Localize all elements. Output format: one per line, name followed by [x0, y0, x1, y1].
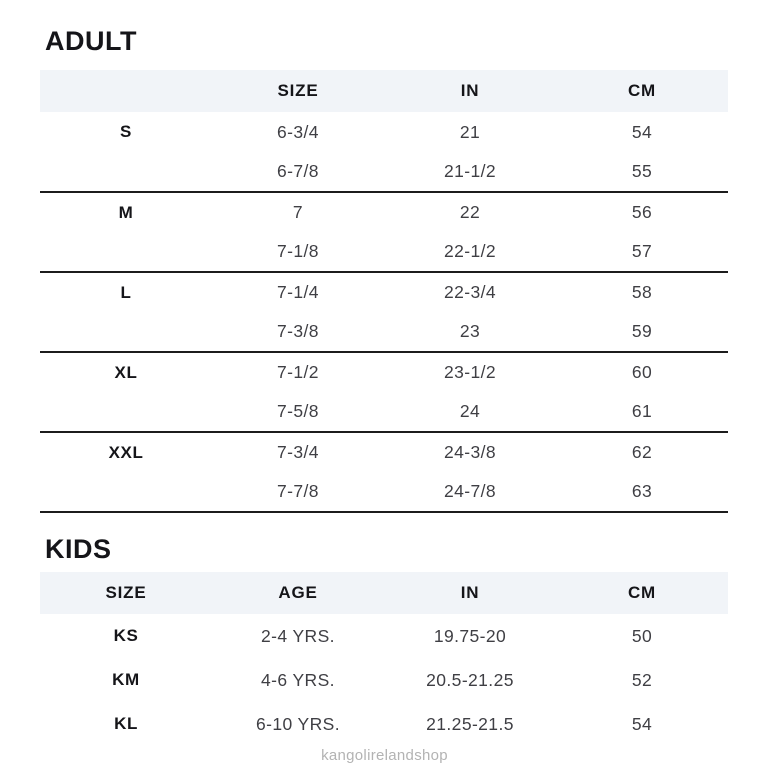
hat-size-cell: 6-7/8: [212, 152, 384, 192]
size-label-cell: [40, 392, 212, 432]
cm-cell: 56: [631, 202, 653, 222]
table-row: [40, 152, 728, 192]
hat-size-cell: 7-7/8: [212, 472, 384, 512]
site-watermark: kangolirelandshop: [321, 747, 448, 764]
kids-header-row: [40, 572, 728, 614]
inches-cell: 23: [384, 312, 556, 352]
column-header-size: SIZE: [105, 583, 147, 602]
column-header-cm: CM: [627, 81, 657, 100]
hat-size-cell: 7-3/8: [212, 312, 384, 352]
cm-cell: 50: [631, 625, 653, 646]
column-header-blank: [40, 70, 212, 112]
inches-cell: 24: [384, 392, 556, 432]
inches-cell: 19.75-20: [433, 625, 507, 646]
size-label-cell: KS: [113, 626, 139, 645]
size-label-cell: [40, 232, 212, 272]
size-label-cell: KM: [112, 670, 140, 689]
size-label-cell: XL: [114, 362, 138, 382]
inches-cell: 22-3/4: [443, 282, 497, 302]
age-cell: 2-4 YRS.: [261, 625, 335, 646]
size-label-cell: M: [118, 202, 134, 222]
size-label-cell: XXL: [108, 442, 144, 462]
inches-cell: 24-7/8: [384, 472, 556, 512]
table-row: [40, 192, 728, 232]
inches-cell: 22: [459, 202, 481, 222]
table-row: [40, 472, 728, 512]
table-row: [40, 352, 728, 392]
hat-size-cell: 6-3/4: [277, 121, 319, 142]
size-label-cell: L: [120, 282, 132, 302]
cm-cell: 54: [631, 121, 653, 142]
table-row: [40, 112, 728, 152]
cm-cell: 62: [631, 442, 653, 462]
table-row: [40, 432, 728, 472]
hat-size-cell: 7-1/8: [212, 232, 384, 272]
adult-header-row: [40, 70, 728, 112]
table-row: [40, 702, 728, 746]
hat-size-cell: 7-5/8: [212, 392, 384, 432]
inches-cell: 24-3/8: [443, 442, 497, 462]
size-label-cell: [40, 472, 212, 512]
inches-cell: 21-1/2: [384, 152, 556, 192]
kids-size-table: [40, 572, 728, 746]
cm-cell: 58: [631, 282, 653, 302]
hat-size-cell: 7-3/4: [277, 442, 319, 462]
inches-cell: 21.25-21.5: [426, 713, 514, 734]
inches-cell: 22-1/2: [384, 232, 556, 272]
cm-cell: 52: [631, 669, 653, 690]
table-row: [40, 658, 728, 702]
column-header-age: AGE: [278, 583, 318, 602]
inches-cell: 20.5-21.25: [426, 669, 514, 690]
hat-size-cell: 7-1/4: [277, 282, 319, 302]
size-label-cell: KL: [114, 714, 138, 733]
inches-cell: 21: [459, 121, 481, 142]
column-header-in: IN: [460, 81, 480, 100]
age-cell: 4-6 YRS.: [261, 669, 335, 690]
kids-section-title: KIDS: [45, 534, 112, 564]
cm-cell: 57: [556, 232, 728, 272]
cm-cell: 60: [631, 362, 653, 382]
table-row: [40, 312, 728, 352]
column-header-in: IN: [460, 583, 480, 602]
size-label-cell: [40, 152, 212, 192]
size-label-cell: S: [120, 122, 132, 141]
column-header-cm: CM: [627, 583, 657, 602]
table-row: [40, 232, 728, 272]
cm-cell: 55: [556, 152, 728, 192]
inches-cell: 23-1/2: [443, 362, 497, 382]
hat-size-cell: 7-1/2: [277, 362, 319, 382]
hat-size-cell: 7: [292, 202, 304, 222]
table-row: [40, 614, 728, 658]
age-cell: 6-10 YRS.: [255, 713, 341, 734]
size-label-cell: [40, 312, 212, 352]
cm-cell: 63: [556, 472, 728, 512]
cm-cell: 54: [631, 713, 653, 734]
table-row: [40, 272, 728, 312]
table-row: [40, 392, 728, 432]
adult-size-table: [40, 70, 728, 513]
cm-cell: 59: [556, 312, 728, 352]
cm-cell: 61: [556, 392, 728, 432]
column-header-size: SIZE: [277, 81, 319, 100]
adult-section-title: ADULT: [45, 26, 137, 56]
